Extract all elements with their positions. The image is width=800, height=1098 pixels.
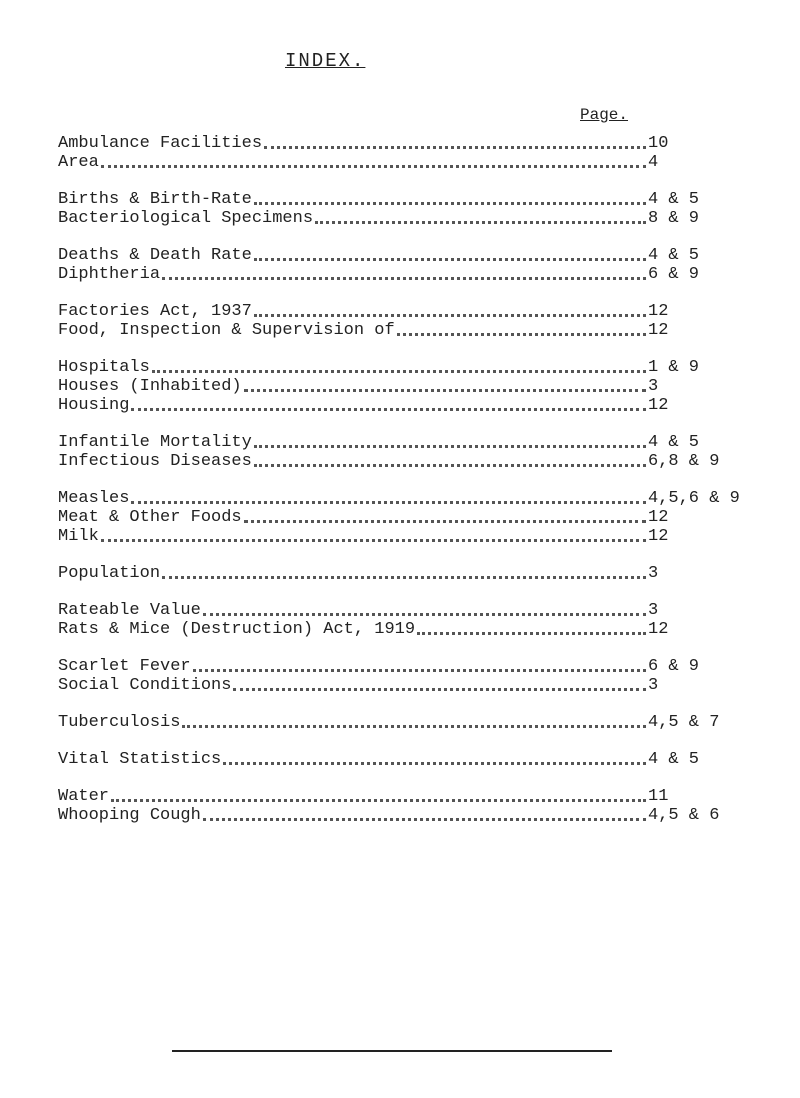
entry-pages: 3 <box>648 601 659 620</box>
entry-label: Social Conditions <box>58 676 232 695</box>
dot-leader <box>397 333 646 336</box>
index-entry <box>58 153 758 172</box>
entry-label: Ambulance Facilities <box>58 134 263 153</box>
index-entry <box>58 601 758 620</box>
entry-pages: 6 & 9 <box>648 265 700 284</box>
dot-leader <box>162 576 646 579</box>
entry-pages: 12 <box>648 527 669 546</box>
dot-leader <box>101 539 646 542</box>
entry-label: Milk <box>58 527 99 546</box>
entry-label: Meat & Other Foods <box>58 508 242 527</box>
dot-leader <box>131 501 646 504</box>
entry-pages: 4 & 5 <box>648 246 700 265</box>
entry-pages: 6 & 9 <box>648 657 700 676</box>
index-entry <box>58 806 758 825</box>
dot-leader <box>111 799 646 802</box>
entry-label: Factories Act, 1937 <box>58 302 252 321</box>
entry-pages: 3 <box>648 377 659 396</box>
entry-label: Food, Inspection & Supervision of <box>58 321 395 340</box>
index-entries <box>58 134 758 825</box>
entry-pages: 12 <box>648 396 669 415</box>
dot-leader <box>254 202 646 205</box>
index-entry <box>58 564 758 583</box>
dot-leader <box>162 277 646 280</box>
dot-leader <box>254 464 646 467</box>
entry-pages: 4 & 5 <box>648 190 700 209</box>
entry-label: Area <box>58 153 99 172</box>
index-entry <box>58 433 758 452</box>
dot-leader <box>244 520 646 523</box>
entry-label: Deaths & Death Rate <box>58 246 252 265</box>
entry-pages: 12 <box>648 302 669 321</box>
entry-pages: 4 & 5 <box>648 433 700 452</box>
dot-leader <box>182 725 646 728</box>
entry-label: Infantile Mortality <box>58 433 252 452</box>
entry-pages: 1 & 9 <box>648 358 700 377</box>
index-entry <box>58 787 758 806</box>
entry-label: Whooping Cough <box>58 806 201 825</box>
dot-leader <box>417 632 646 635</box>
index-entry <box>58 657 758 676</box>
entry-pages: 3 <box>648 676 659 695</box>
entry-pages: 11 <box>648 787 669 806</box>
index-entry <box>58 358 758 377</box>
dot-leader <box>223 762 646 765</box>
entry-label: Infectious Diseases <box>58 452 252 471</box>
dot-leader <box>264 146 646 149</box>
entry-label: Housing <box>58 396 130 415</box>
index-entry <box>58 396 758 415</box>
entry-label: Rats & Mice (Destruction) Act, 1919 <box>58 620 416 639</box>
entry-pages: 4,5 & 7 <box>648 713 720 732</box>
entry-label: Vital Statistics <box>58 750 222 769</box>
entry-label: Bacteriological Specimens <box>58 209 314 228</box>
dot-leader <box>254 445 646 448</box>
entry-label: Rateable Value <box>58 601 201 620</box>
index-entry <box>58 246 758 265</box>
entry-label: Scarlet Fever <box>58 657 191 676</box>
index-entry <box>58 750 758 769</box>
index-entry <box>58 713 758 732</box>
entry-label: Diphtheria <box>58 265 161 284</box>
index-entry <box>58 452 758 471</box>
index-entry <box>58 209 758 228</box>
entry-label: Tuberculosis <box>58 713 181 732</box>
index-entry <box>58 302 758 321</box>
entry-label: Hospitals <box>58 358 150 377</box>
dot-leader <box>203 613 646 616</box>
entry-label: Houses (Inhabited) <box>58 377 242 396</box>
entry-label: Population <box>58 564 161 583</box>
index-entry <box>58 190 758 209</box>
entry-pages: 4,5,6 & 9 <box>648 489 740 508</box>
closing-rule <box>172 1050 612 1052</box>
index-entry <box>58 377 758 396</box>
dot-leader <box>254 314 646 317</box>
dot-leader <box>101 165 646 168</box>
dot-leader <box>203 818 646 821</box>
index-entry <box>58 489 758 508</box>
dot-leader <box>315 221 646 224</box>
entry-pages: 3 <box>648 564 659 583</box>
entry-label: Measles <box>58 489 130 508</box>
index-entry <box>58 676 758 695</box>
entry-label: Water <box>58 787 110 806</box>
index-title: INDEX. <box>285 50 366 72</box>
index-entry <box>58 265 758 284</box>
entry-pages: 4,5 & 6 <box>648 806 720 825</box>
dot-leader <box>193 669 646 672</box>
entry-pages: 4 & 5 <box>648 750 700 769</box>
entry-pages: 4 <box>648 153 659 172</box>
index-entry <box>58 508 758 527</box>
entry-label: Births & Birth-Rate <box>58 190 252 209</box>
page-column-header: Page. <box>580 106 629 124</box>
entry-pages: 12 <box>648 620 669 639</box>
index-entry <box>58 321 758 340</box>
entry-pages: 10 <box>648 134 669 153</box>
dot-leader <box>244 389 646 392</box>
entry-pages: 12 <box>648 508 669 527</box>
entry-pages: 6,8 & 9 <box>648 452 720 471</box>
dot-leader <box>131 408 646 411</box>
index-entry <box>58 620 758 639</box>
index-entry <box>58 527 758 546</box>
dot-leader <box>152 370 646 373</box>
dot-leader <box>233 688 646 691</box>
index-entry <box>58 134 758 153</box>
dot-leader <box>254 258 646 261</box>
entry-pages: 8 & 9 <box>648 209 700 228</box>
entry-pages: 12 <box>648 321 669 340</box>
